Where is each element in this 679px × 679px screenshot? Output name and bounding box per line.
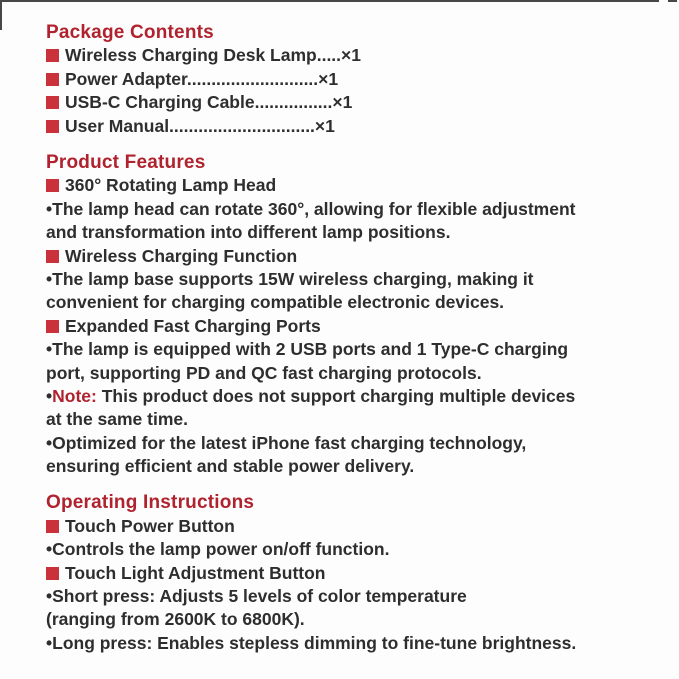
square-bullet-icon <box>46 320 59 333</box>
text-segment: at the same time. <box>46 409 188 430</box>
square-bullet-icon <box>46 250 59 263</box>
text-line <box>46 91 665 114</box>
text-segment: Wireless Charging Function <box>65 245 298 266</box>
text-segment: •Controls the lamp power on/off function. <box>46 539 390 560</box>
text-line <box>46 221 665 244</box>
text-line <box>46 44 665 67</box>
text-segment: Wireless Charging Desk Lamp.....×1 <box>65 45 361 66</box>
text-line <box>46 385 665 408</box>
text-segment: ensuring efficient and stable power delivery. <box>46 456 415 477</box>
text-line <box>46 115 665 138</box>
text-segment: and transformation into different lamp positions. <box>46 222 451 243</box>
text-segment: Touch Light Adjustment Button <box>65 562 326 583</box>
text-segment: •The lamp is equipped with 2 USB ports and 1 Type-C charging <box>46 339 569 360</box>
text-segment: Expanded Fast Charging Ports <box>65 315 321 336</box>
text-line <box>46 432 665 455</box>
text-line <box>46 455 665 478</box>
text-line <box>46 562 665 585</box>
section-operating-instructions <box>46 491 665 655</box>
text-segment: •Long press: Enables stepless dimming to fine-tune brightness. <box>46 632 577 653</box>
square-bullet-icon <box>46 96 59 109</box>
text-segment: •The lamp base supports 15W wireless charging, making it <box>46 268 534 289</box>
text-segment: (ranging from 2600K to 6800K). <box>46 609 305 630</box>
section-title-operating-instructions: Operating Instructions <box>46 492 255 514</box>
text-line <box>46 538 665 561</box>
text-line <box>46 632 665 655</box>
section-package-contents <box>46 21 665 138</box>
square-bullet-icon <box>46 49 59 62</box>
text-line <box>46 362 665 385</box>
red-text-segment: Note: <box>52 385 97 406</box>
text-segment: Power Adapter...........................×1 <box>65 68 339 89</box>
text-line <box>46 198 665 221</box>
square-bullet-icon <box>46 179 59 192</box>
text-line <box>46 515 665 538</box>
section-product-features <box>46 151 665 478</box>
text-segment: •The lamp head can rotate 360°, allowing for flexible adjustment <box>46 198 576 219</box>
text-segment: This product does not support charging multiple devices <box>96 385 576 406</box>
text-segment: Touch Power Button <box>65 515 235 536</box>
text-segment: •Short press: Adjusts 5 levels of color temperature <box>46 586 467 607</box>
section-title-product-features: Product Features <box>46 151 206 173</box>
text-line <box>46 585 665 608</box>
text-segment: convenient for charging compatible electronic devices. <box>46 292 505 313</box>
text-line <box>46 338 665 361</box>
text-line <box>46 315 665 338</box>
square-bullet-icon <box>46 120 59 133</box>
text-segment: • <box>46 385 53 406</box>
text-line <box>46 608 665 631</box>
square-bullet-icon <box>46 567 59 580</box>
text-segment: 360° Rotating Lamp Head <box>65 175 277 196</box>
text-line <box>46 174 665 197</box>
text-line <box>46 245 665 268</box>
text-line <box>46 408 665 431</box>
text-line <box>46 68 665 91</box>
text-line <box>46 268 665 291</box>
text-line <box>46 291 665 314</box>
text-segment: port, supporting PD and QC fast charging protocols. <box>46 362 482 383</box>
text-segment: USB-C Charging Cable................×1 <box>65 92 353 113</box>
section-title-package-contents: Package Contents <box>46 22 214 43</box>
square-bullet-icon <box>46 73 59 86</box>
text-segment: •Optimized for the latest iPhone fast charging technology, <box>46 432 527 453</box>
text-segment: User Manual..............................×1 <box>65 115 335 136</box>
square-bullet-icon <box>46 520 59 533</box>
